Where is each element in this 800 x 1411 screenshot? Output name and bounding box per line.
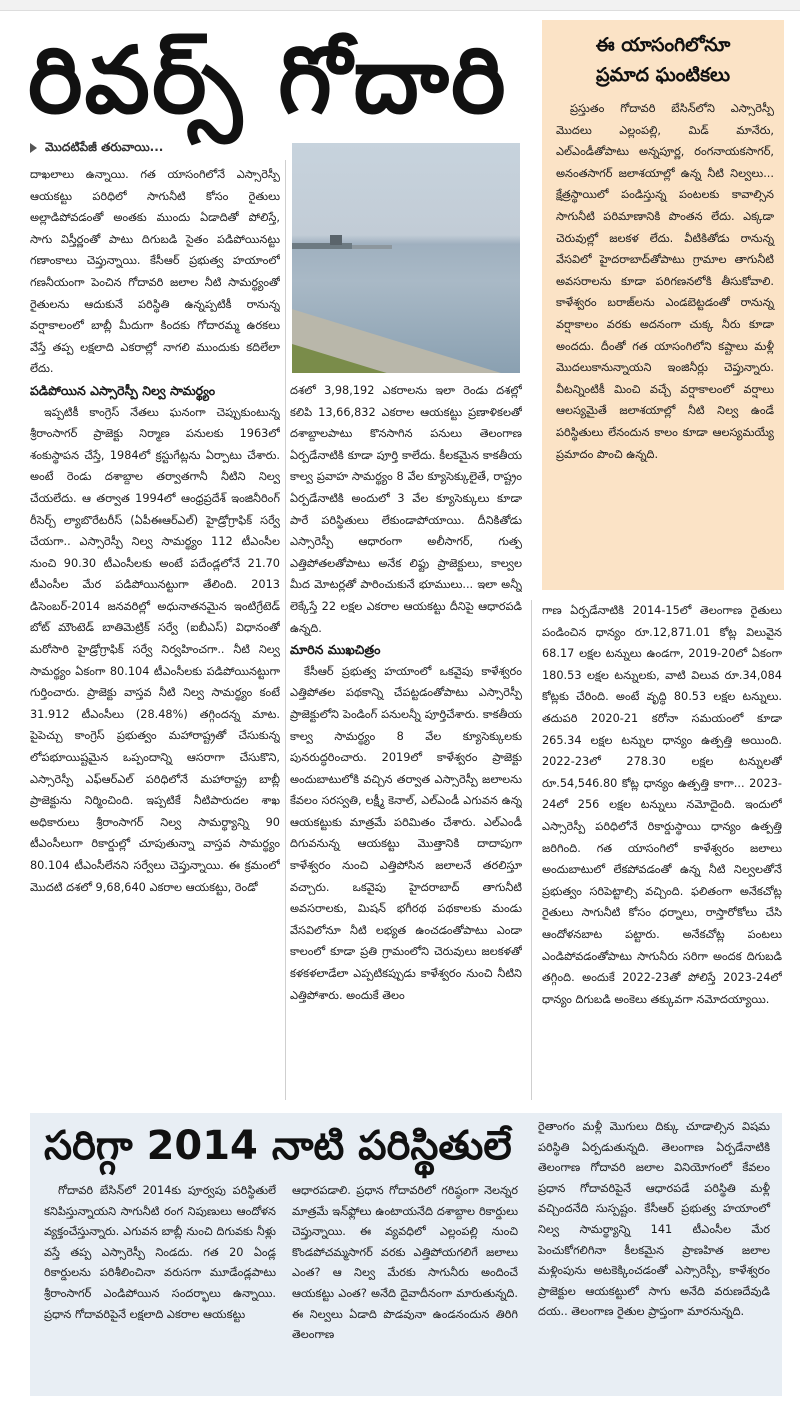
article-column-3 [542, 600, 782, 1105]
continuation-text: మొదటిపేజీ తరువాయి... [45, 140, 164, 154]
paragraph: గోదావరి బేసిన్‌లో 2014కు పూర్వపు పరిస్థితులే కనిపిస్తున్నాయని సాగునీటి రంగ నిపుణులు ఆందోళన వ్యక్తంచేస్తున్నారు. ఎగువన బాబ్లీ నుంచి దిగువకు నీళ్లు వస్తే తప్ప ఎస్సారెస్పీ నిండదు. గత 20 ఏండ్ల రికార్డులను పరిశీలించినా వరుసగా మూడేండ్లపాటు శ్రీరాంసాగర్ ఎండిపోయిన సందర్భాలు ఉన్నాయి. ప్రధాన గోదావరిపైనే లక్షలాది ఎకరాల ఆయకట్టు [44, 1184, 276, 1321]
paragraph: ప్రస్తుతం గోదావరి బేసిన్‌లోని ఎస్సారెస్పీ మొదలు ఎల్లంపల్లి, మిడ్ మానేరు, ఎల్ఎండీతోపాటు అన్నపూర్ణ, రంగనాయకసాగర్, అనంతసాగర్ జలాశయాల్లో ఉన్న నీటి నిల్వలు... క్షేత్రస్థాయిలో పండిస్తున్న పంటలకు కావాల్సిన సాగునీటి పరిమాణానికి పొంతన లేదు. ఎక్కడా చెరువుల్లో జలకళ లేదు. వీటికితోడు రానున్న వేసవిలో హైదరాబాద్‌తోపాటు గ్రామాల తాగునీటి అవసరాలను కూడా పరిగణనలోకి తీసుకోవాలి. కాళేశ్వరం బరాజ్‌లను ఎండబెట్టడంతో రానున్న వర్షాకాలం వరకు అదనంగా చుక్క నీరు కూడా అందదు. దీంతో గత యాసంగిలోని కష్టాలు మళ్లీ మొదలుకానున్నాయని ఇంజినీర్లు చెప్తున్నారు. వీటన్నింటికీ మించి వచ్చే వర్షాకాలంలో వర్షాలు ఆలస్యమైతే జలాశయాల్లో నీటి నిల్వ ఉండే పరిస్థితులు లేనందున కాలం కూడా ఆలస్యమయ్యే ప్రమాదం పొంచి ఉన్నది. [556, 102, 774, 461]
column-divider [531, 600, 532, 1100]
dam-image [292, 235, 392, 253]
subheading: పడిపోయిన ఎస్సారెస్పీ నిల్వ సామర్థ్యం [30, 382, 216, 398]
sidebar-title-line-2: ప్రమాద ఘంటికలు [595, 64, 731, 86]
continuation-marker [30, 140, 163, 157]
sidebar-title-line-1: ఈ యాసంగిలోనూ [595, 34, 731, 56]
reservoir-photo [292, 143, 520, 373]
bottom-column-1 [44, 1181, 276, 1389]
bottom-headline: సరిగ్గా 2014 నాటి పరిస్థితులే [44, 1123, 512, 1169]
paragraph: గాణ ఏర్పడేనాటికి 2014-15లో తెలంగాణ రైతులు పండించిన ధాన్యం రూ.12,871.01 కోట్ల విలువైన 68.17 లక్షల టన్నులు ఉండగా, 2019-20లో ఏకంగా 180.53 లక్షల టన్నులకు, వాటి విలువ రూ.34,084 కోట్లకు చేరింది. అంటే వృద్ధి 80.53 లక్షల టన్నులు. తదుపరి 2020-21 కరోనా సమయంలో కూడా 265.34 లక్షల టన్నుల ధాన్యం ఉత్పత్తి అయింది. 2022-23లో 278.30 లక్షల టన్నులతో రూ.54,546.80 కోట్ల ధాన్యం ఉత్పత్తి కాగా... 2023-24లో 256 లక్షల టన్నులు నమోదైంది. ఇందులో ఎస్సారెస్పీ పరిధిలోనే రికార్డుస్థాయి ధాన్యం ఉత్పత్తి జరిగింది. గత యాసంగిలో కాళేశ్వరం జలాలు అందుబాటులో లేకపోవడంతో ఉన్న నీటి నిల్వలతోనే ప్రభుత్వం సరిపెట్టాల్సి వచ్చింది. ఫలితంగా అనేకచోట్ల రైతులు సాగునీటి కోసం ధర్నాలు, రాస్తారోకోలు చేసి ఆందోళనబాట పట్టారు. అనేకచోట్ల పంటలు ఎండిపోవడంతోపాటు సాగునీరు సరిగా అందక దిగుబడి తగ్గింది. అందుకే 2022-23తో పోలిస్తే 2023-24లో ధాన్యం దిగుబడి అంకెలు తక్కువగా నమోదయ్యాయి. [542, 604, 782, 1006]
article-column-1 [30, 164, 280, 1104]
sidebar-title [542, 30, 784, 90]
subheading: మారిన ముఖచిత్రం [290, 642, 381, 658]
paragraph: రైతాంగం మళ్లీ మొగులు దిక్కు చూడాల్సిన విషమ పరిస్థితి ఏర్పడుతున్నది. తెలంగాణ ఏర్పడేనాటికి తెలంగాణ గోదావరి జలాల వినియోగంలో కేవలం ప్రధాన గోదావరిపైనే ఆధారపడే పరిస్థితి మళ్లీ వచ్చిందనేది సుస్పష్టం. కేసీఆర్ ప్రభుత్వ హయాంలో నిల్వ సామర్థ్యాన్ని 141 టీఎంసీల మేర పెంచుకోగలిగినా కీలకమైన ప్రాణహిత జలాల మళ్లింపును అటకెక్కించడంతో ఎస్సారెస్పీ, కాళేశ్వరం ప్రాజెక్టుల ఆయకట్టులో సాగు అనేది వరుణదేవుడి దయ.. తెలంగాణ రైతుల ప్రాప్తంగా మారనున్నది. [538, 1120, 770, 1319]
arrow-icon [30, 143, 37, 153]
article-column-2 [290, 380, 522, 1105]
paragraph: ఆధారపడాలి. ప్రధాన గోదావరిలో గరిష్ఠంగా నెలన్నర మాత్రమే ఇన్‌ఫ్లోలు ఉంటాయనేది దశాబ్దాల రికార్డులు చెప్తున్నాయి. ఈ వ్యవధిలో ఎల్లంపల్లి నుంచి కొండపోచమ్మసాగర్ వరకు ఎత్తిపోయగలిగే జలాలు ఎంత? ఆ నిల్వ మేరకు సాగునీరు అందించే ఆయకట్టు ఎంత? అనేది దైవాదీనంగా మారుతున్నది. ఈ నిల్వలు ఏడాది పొడవునా ఉండనందున తిరిగి తెలంగాణ [292, 1184, 518, 1342]
paragraph: దాఖలాలు ఉన్నాయి. గత యాసంగిలోనే ఎస్సారెస్పీ ఆయకట్టు పరిధిలో సాగునీటి కోసం రైతులు అల్లాడిపోవడంతో అంతకు ముందు ఏడాదితో పోలిస్తే, సాగు విస్తీర్ణంతో పాటు దిగుబడి సైతం పడిపోయినట్టు గణాంకాలు చెప్తున్నాయి. కేసీఆర్ ప్రభుత్వ హయాంలో గణనీయంగా పెంచిన గోదావరి జలాల నీటి సామర్థ్యంతో రైతులను ఆదుకునే పరిస్థితి ఉన్నప్పటికీ రానున్న వర్షాకాలంలో బాబ్లీ మీదుగా కిందకు గోదారమ్మ ఉరకలు వేస్తే తప్ప లక్షలాది ఎకరాల్లో నాగలి ముందుకు కదిలేలా లేదు. [30, 168, 280, 376]
bottom-column-2 [292, 1181, 518, 1389]
bottom-column-3 [538, 1117, 770, 1389]
bottom-box [30, 1113, 782, 1396]
sidebar-box [542, 20, 784, 590]
column-divider [285, 160, 286, 1100]
sidebar-body [556, 98, 774, 465]
top-page-strip [0, 0, 800, 11]
paragraph: కేసీఆర్ ప్రభుత్వ హయాంలో ఒకవైపు కాళేశ్వరం ఎత్తిపోతల పథకాన్ని చేపట్టడంతోపాటు ఎస్సారెస్పీ ప్రాజెక్టులోని పెండింగ్ పనులన్నీ పూర్తిచేశారు. కాకతీయ కాల్వ సామర్థ్యం 8 వేల క్యూసెక్కులకు పునరుద్ధరించారు. 2019లో కాళేశ్వరం ప్రాజెక్టు అందుబాటులోకి వచ్చిన తర్వాత ఎస్సారెస్పీ జలాలను కేవలం సరస్వతి, లక్ష్మీ కెనాల్, ఎల్ఎండీ ఎగువన ఉన్న ఆయకట్టుకు మాత్రమే పరిమితం చేశారు. ఎల్ఎండీ దిగువనున్న ఆయకట్టు మొత్తానికి దాదాపుగా కాళేశ్వరం నుంచి ఎత్తిపోసిన జలాలనే తరలిస్తూ వచ్చారు. ఒకవైపు హైదరాబాద్ తాగునీటి అవసరాలకు, మిషన్ భగీరథ పథకాలకు మండు వేసవిలోనూ నీటి లభ్యత ఉంచడంతోపాటు ఎండా కాలంలో కూడా ప్రతి గ్రామంలోని చెరువులు జలకళతో కళకళలాడేలా ఎప్పటికప్పుడు కాళేశ్వరం నుంచి నీటిని ఎత్తిపోశారు. అందుకే తెలం [290, 664, 522, 1002]
paragraph: ఇప్పటికీ కాంగ్రెస్ నేతలు ఘనంగా చెప్పుకుంటున్న శ్రీరాంసాగర్ ప్రాజెక్టు నిర్మాణ పనులకు 1963లో శంకుస్థాపన చేస్తే, 1984లో క్రస్టుగేట్లను ఏర్పాటు చేశారు. అంటే రెండు దశాబ్దాల తర్వాతగానీ నీటిని నిల్వ చేయలేదు. ఆ తర్వాత 1994లో ఆంధ్రప్రదేశ్ ఇంజినీరింగ్ రీసెర్చ్ ల్యాబొరేటరీస్ (ఏపీఈఆర్ఎల్) హైడ్రోగ్రాఫిక్ సర్వే చేయగా.. ఎస్సారెస్పీ నిల్వ సామర్థ్యం 112 టీఎంసీల నుంచి 90.30 టీఎంసీలకు అంటే పదేండ్లలోనే 21.70 టీఎంసీల మేర పడిపోయినట్టుగా తేలింది. 2013 డిసెంబర్-2014 జనవరిల్లో అధునాతనమైన ఇంటిగ్రేటెడ్ బోట్ మౌంటెడ్ బాతిమెట్రిక్ సర్వే (ఐబీఎస్) విధానంతో మరోసారి హైడ్రోగ్రాఫిక్ సర్వే నిర్వహించగా.. నీటి నిల్వ సామర్థ్యం ఏకంగా 80.104 టీఎంసీలకు పడిపోయినట్టుగా గుర్తించారు. ప్రాజెక్టు వాస్తవ నీటి నిల్వ సామర్థ్యం కంటే 31.912 టీఎంసీలు (28.48%) తగ్గిందన్న మాట. పైపెచ్చు కాంగ్రెస్ ప్రభుత్వం మహారాష్ట్రతో చేసుకున్న లోపభూయిష్టమైన ఒప్పందాన్ని ఆసరాగా చేసుకొని, ఎస్సారెస్పీ ఎఫ్ఆర్ఎల్ పరిధిలోనే మహారాష్ట్ర బాబ్లీ ప్రాజెక్టును నిర్మించింది. ఇప్పటికే నీటిపారుదల శాఖ అధికారులు శ్రీరాంసాగర్ నిల్వ సామర్థ్యాన్ని 90 టీఎంసీలుగా రికార్డుల్లో చూపుతున్నా వాస్తవ సామర్థ్యం 80.104 టీఎంసీలేనని సర్వేలు చెప్తున్నాయి. ఈ క్రమంలో మొదటి దశలో 9,68,640 ఎకరాల ఆయకట్టు, రెండో [30, 405, 280, 894]
paragraph: దశలో 3,98,192 ఎకరాలను ఇలా రెండు దశల్లో కలిపి 13,66,832 ఎకరాల ఆయకట్టు ప్రణాళికలతో దశాబ్దాలపాటు కొనసాగిన పనులు తెలంగాణ ఏర్పడేనాటికి కూడా పూర్తి కాలేదు. కీలకమైన కాకతీయ కాల్వ ప్రవాహ సామర్థ్యం 8 వేల క్యూసెక్కులైతే, రాష్ట్రం ఏర్పడేనాటికి అందులో 3 వేల క్యూసెక్కులు కూడా పారే పరిస్థితులు లేకుండాపోయాయి. దీనికితోడు ఎస్సారెస్పీ ఆధారంగా అలీసాగర్, గుత్ప ఎత్తిపోతలతోపాటు అనేక లిఫ్టు ప్రాజెక్టులు, కాల్వల మీద మోటర్లతో పారించుకునే భూములు... ఇలా అన్నీ లెక్కేస్తే 22 లక్షల ఎకరాల ఆయకట్టు దీనిపై ఆధారపడి ఉన్నది. [290, 384, 522, 635]
main-headline: రివర్స్ గోదారి [28, 27, 508, 134]
